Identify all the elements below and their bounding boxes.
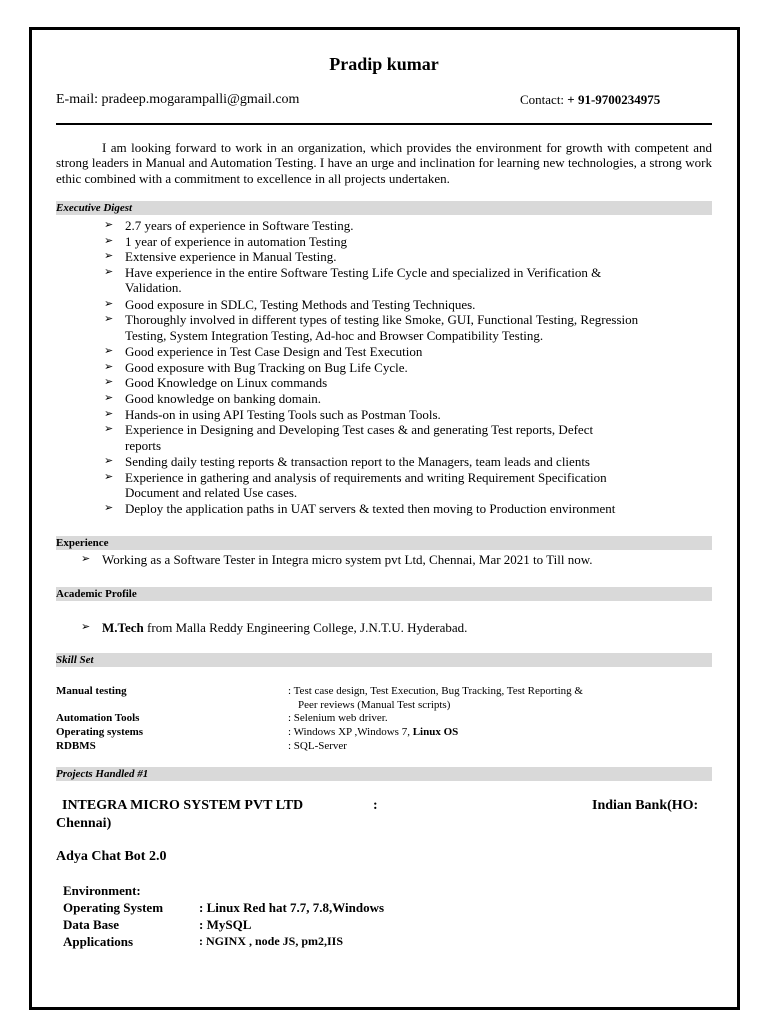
objective-text: I am looking forward to work in an organization, which provides the environment for growth with competent and strong leaders in Manual and Automation Testing. I have an urge and inclination for learning new technologies, a strong work ethic combined with a commitment to excellence in all projects undertaken.	[56, 140, 712, 186]
section-executive-digest: Executive Digest	[56, 201, 712, 215]
digest-item-text-continued: Validation.	[125, 280, 182, 296]
digest-item-text: Good experience in Test Case Design and Test Execution	[125, 343, 423, 359]
skill-label: RDBMS	[56, 740, 96, 752]
candidate-name: Pradip kumar	[329, 54, 439, 74]
env-value: : NGINX , node JS, pm2,IIS	[199, 934, 344, 948]
digest-item-text: Experience in Designing and Developing Test cases & and generating Test reports, Defect	[125, 422, 594, 438]
bullet-arrow-icon: ➢	[104, 360, 114, 373]
digest-item-text: Extensive experience in Manual Testing.	[125, 249, 337, 265]
digest-item-text: Have experience in the entire Software Testing Life Cycle and specialized in Verification &	[125, 265, 602, 281]
bullet-arrow-icon: ➢	[104, 391, 114, 404]
bullet-arrow-icon: ➢	[104, 266, 114, 279]
bullet-arrow-icon: ➢	[104, 234, 114, 247]
bullet-arrow-icon: ➢	[104, 250, 114, 263]
bullet-arrow-icon: ➢	[104, 454, 114, 467]
digest-item-text: Good exposure in SDLC, Testing Methods and Testing Techniques.	[125, 296, 476, 312]
digest-item-text: Hands-on in using API Testing Tools such as Postman Tools.	[125, 406, 441, 422]
bullet-arrow-icon: ➢	[81, 621, 91, 633]
environment-heading: Environment:	[63, 883, 141, 898]
skill-value: : Test case design, Test Execution, Bug Tracking, Test Reporting &	[288, 685, 583, 697]
degree: M.Tech	[102, 620, 144, 635]
skill-label: Manual testing	[56, 685, 127, 697]
digest-item-text-continued: reports	[125, 437, 162, 453]
env-value: : Linux Red hat 7.7, 7.8,Windows	[199, 900, 385, 915]
bullet-arrow-icon: ➢	[104, 502, 114, 514]
digest-item-text: 2.7 years of experience in Software Testing.	[125, 218, 354, 233]
career-objective	[56, 140, 712, 186]
digest-item-text-continued: Testing, System Integration Testing, Ad-hoc and Browser Compatibility Testing.	[125, 327, 544, 343]
digest-item-text: Thoroughly involved in different types of testing like Smoke, GUI, Functional Testing, Regression	[125, 312, 639, 328]
env-label: Data Base	[63, 917, 119, 932]
digest-item-text: 1 year of experience in automation Testing	[125, 233, 347, 249]
section-projects: Projects Handled #1	[56, 767, 712, 781]
digest-item-text: Good exposure with Bug Tracking on Bug Life Cycle.	[125, 359, 408, 375]
bullet-arrow-icon: ➢	[104, 423, 114, 436]
project-company: INTEGRA MICRO SYSTEM PVT LTD	[62, 798, 304, 813]
bullet-arrow-icon: ➢	[104, 297, 114, 310]
skill-value: : Windows XP ,Windows 7, Linux OS	[288, 726, 459, 738]
bullet-arrow-icon: ➢	[104, 219, 114, 231]
section-skill-set: Skill Set	[56, 653, 712, 667]
email-address: E-mail: pradeep.mogarampalli@gmail.com	[56, 92, 300, 107]
bullet-arrow-icon: ➢	[104, 470, 114, 483]
project-separator: :	[373, 798, 378, 813]
env-label: Operating System	[63, 900, 164, 915]
bullet-arrow-icon: ➢	[104, 344, 114, 357]
section-experience: Experience	[56, 536, 712, 550]
skill-value-continued: Peer reviews (Manual Test scripts)	[298, 699, 451, 711]
contact-number	[520, 92, 660, 108]
academic-text	[102, 620, 467, 635]
contact-prefix: Contact:	[520, 92, 568, 107]
digest-item-text: Good Knowledge on Linux commands	[125, 375, 328, 391]
degree-detail: from Malla Reddy Engineering College, J.N.T.U. Hyderabad.	[143, 620, 468, 635]
section-academic-profile: Academic Profile	[56, 587, 712, 601]
skill-value: : Selenium web driver.	[288, 712, 388, 724]
bullet-arrow-icon: ➢	[104, 407, 114, 420]
env-value: : MySQL	[199, 917, 252, 932]
env-label: Applications	[63, 934, 134, 949]
digest-item-text: Experience in gathering and analysis of requirements and writing Requirement Specification	[125, 469, 607, 485]
experience-text: Working as a Software Tester in Integra micro system pvt Ltd, Chennai, Mar 2021 to Till now.	[102, 552, 593, 567]
digest-item-text: Sending daily testing reports & transaction report to the Managers, team leads and clients	[125, 453, 590, 469]
skill-label: Operating systems	[56, 726, 144, 738]
digest-item-text: Deploy the application paths in UAT servers & texted then moving to Production environment	[125, 501, 616, 516]
project-client: Indian Bank(HO:	[592, 798, 699, 813]
skill-value-bold: Linux OS	[412, 726, 459, 738]
bullet-arrow-icon: ➢	[81, 553, 91, 565]
bullet-arrow-icon: ➢	[104, 376, 114, 389]
digest-item-text-continued: Document and related Use cases.	[125, 484, 298, 500]
header-divider	[56, 123, 712, 125]
bullet-arrow-icon: ➢	[104, 313, 114, 326]
project-product: Adya Chat Bot 2.0	[56, 849, 167, 864]
skill-label: Automation Tools	[56, 712, 140, 724]
digest-item-text: Good knowledge on banking domain.	[125, 390, 322, 406]
phone-number: + 91-9700234975	[567, 92, 661, 107]
project-client-continued: Chennai)	[56, 816, 112, 831]
skill-value: : SQL-Server	[288, 740, 347, 752]
